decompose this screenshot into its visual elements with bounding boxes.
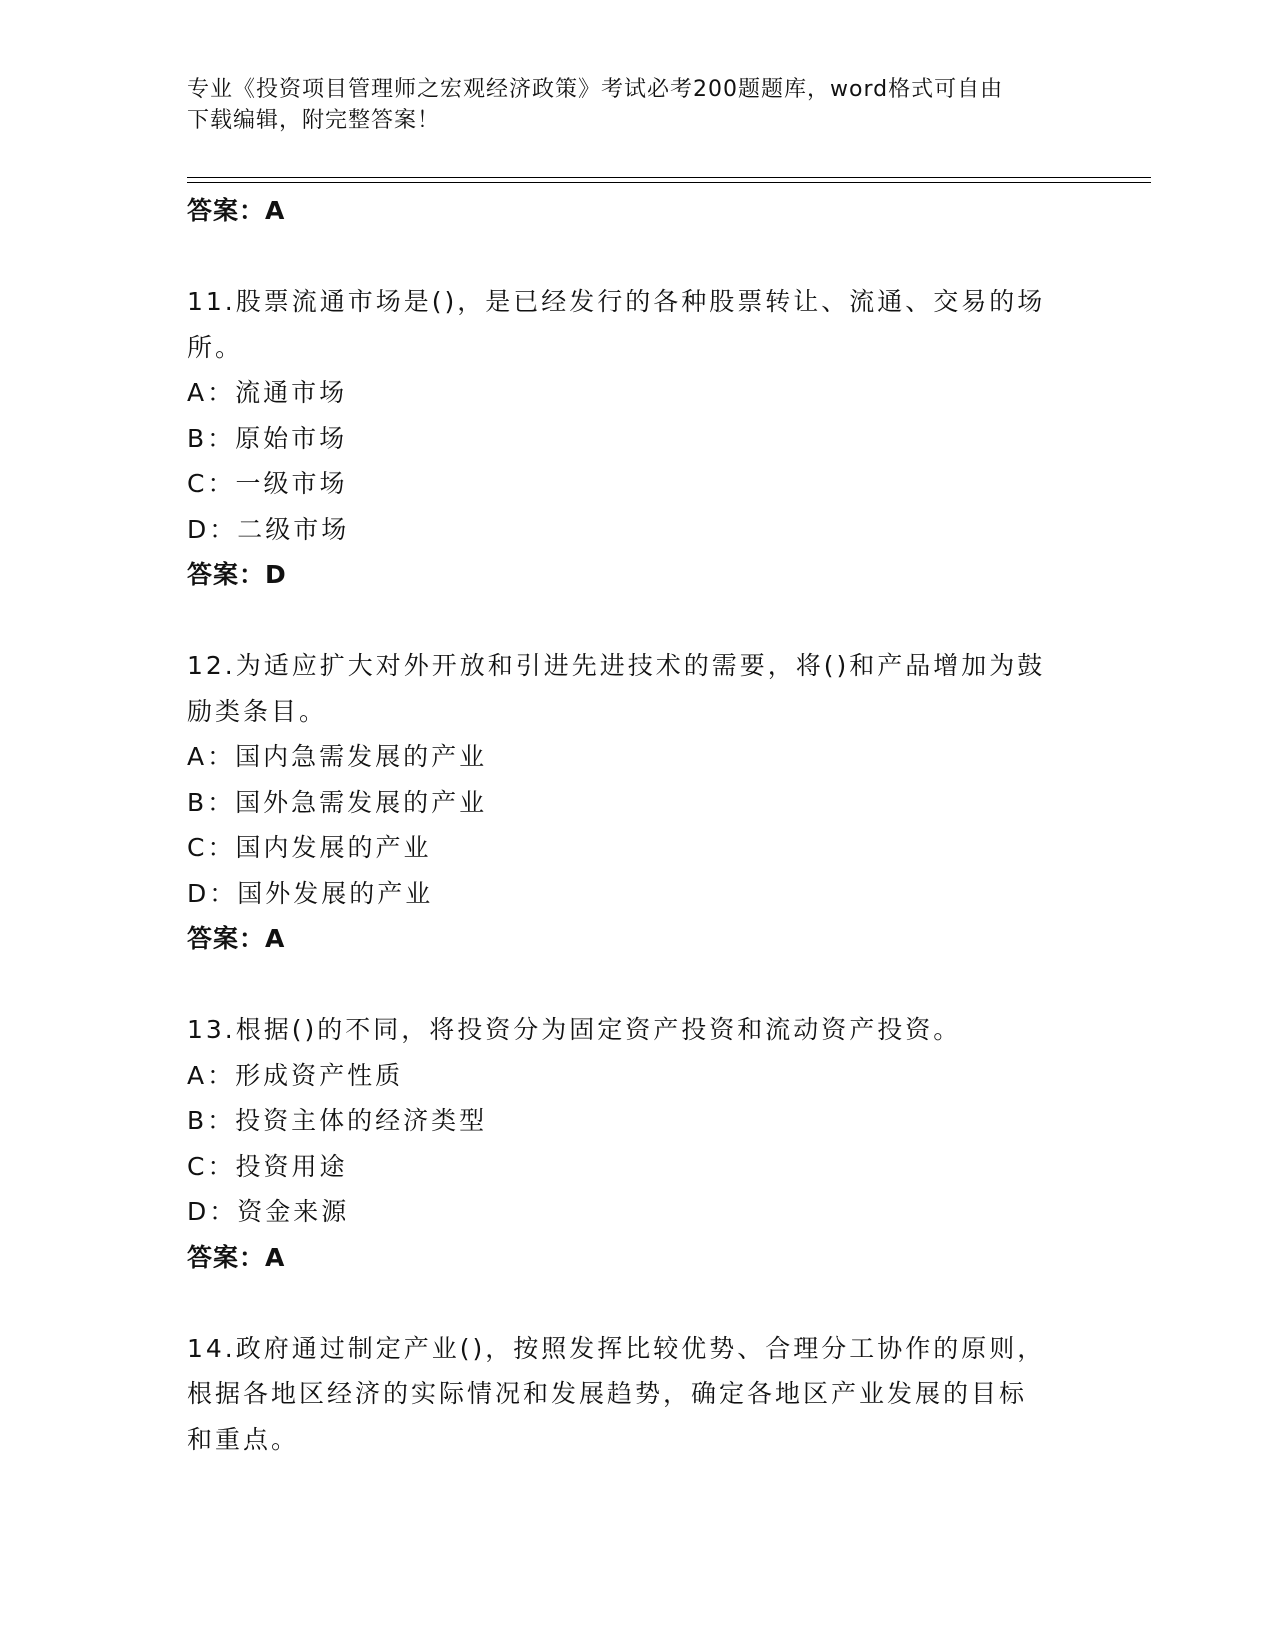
question-stem-line: 励类条目。	[187, 696, 328, 726]
question-stem-line: 根据各地区经济的实际情况和发展趋势，确定各地区产业发展的目标	[187, 1379, 1028, 1408]
question-stem-line: 和重点。	[187, 1424, 300, 1454]
page-header	[187, 74, 1087, 136]
option-a: A：流通市场	[187, 378, 348, 407]
question-list	[187, 188, 1087, 1462]
question-14	[187, 1326, 1087, 1463]
spacer	[187, 234, 1087, 280]
option-d: D：国外发展的产业	[187, 878, 434, 908]
question-stem-line: 所。	[187, 332, 244, 362]
question-11	[187, 279, 1087, 598]
option-c: C：一级市场	[187, 469, 348, 498]
option-d: D：资金来源	[187, 1197, 350, 1226]
header-line-1: 专业《投资项目管理师之宏观经济政策》考试必考200题题库，word格式可自由	[187, 77, 1004, 102]
header-divider-bottom	[187, 182, 1151, 183]
question-12	[187, 643, 1087, 962]
answer: 答案：A	[187, 924, 286, 953]
answer: 答案：D	[187, 560, 287, 589]
option-b: B：国外急需发展的产业	[187, 787, 488, 817]
header-divider-top	[187, 177, 1151, 178]
question-stem-line: 14.政府通过制定产业()，按照发挥比较优势、合理分工协作的原则，	[187, 1333, 1046, 1363]
option-c: C：投资用途	[187, 1151, 348, 1181]
question-stem-line: 12.为适应扩大对外开放和引进先进技术的需要，将()和产品增加为鼓	[187, 651, 1046, 680]
spacer	[187, 962, 1087, 1008]
question-13	[187, 1007, 1087, 1280]
option-d: D：二级市场	[187, 514, 350, 544]
answer: 答案：A	[187, 1242, 286, 1272]
option-c: C：国内发展的产业	[187, 833, 432, 862]
option-a: A：国内急需发展的产业	[187, 742, 488, 771]
previous-answer: 答案：A	[187, 196, 286, 225]
question-stem-line: 13.根据()的不同，将投资分为固定资产投资和流动资产投资。	[187, 1015, 962, 1044]
option-b: B：原始市场	[187, 423, 348, 453]
question-stem-line: 11.股票流通市场是()，是已经发行的各种股票转让、流通、交易的场	[187, 287, 1046, 316]
spacer	[187, 1280, 1087, 1326]
spacer	[187, 598, 1087, 644]
header-line-2: 下载编辑，附完整答案！	[187, 108, 441, 133]
option-a: A：形成资产性质	[187, 1060, 404, 1090]
option-b: B：投资主体的经济类型	[187, 1106, 488, 1135]
